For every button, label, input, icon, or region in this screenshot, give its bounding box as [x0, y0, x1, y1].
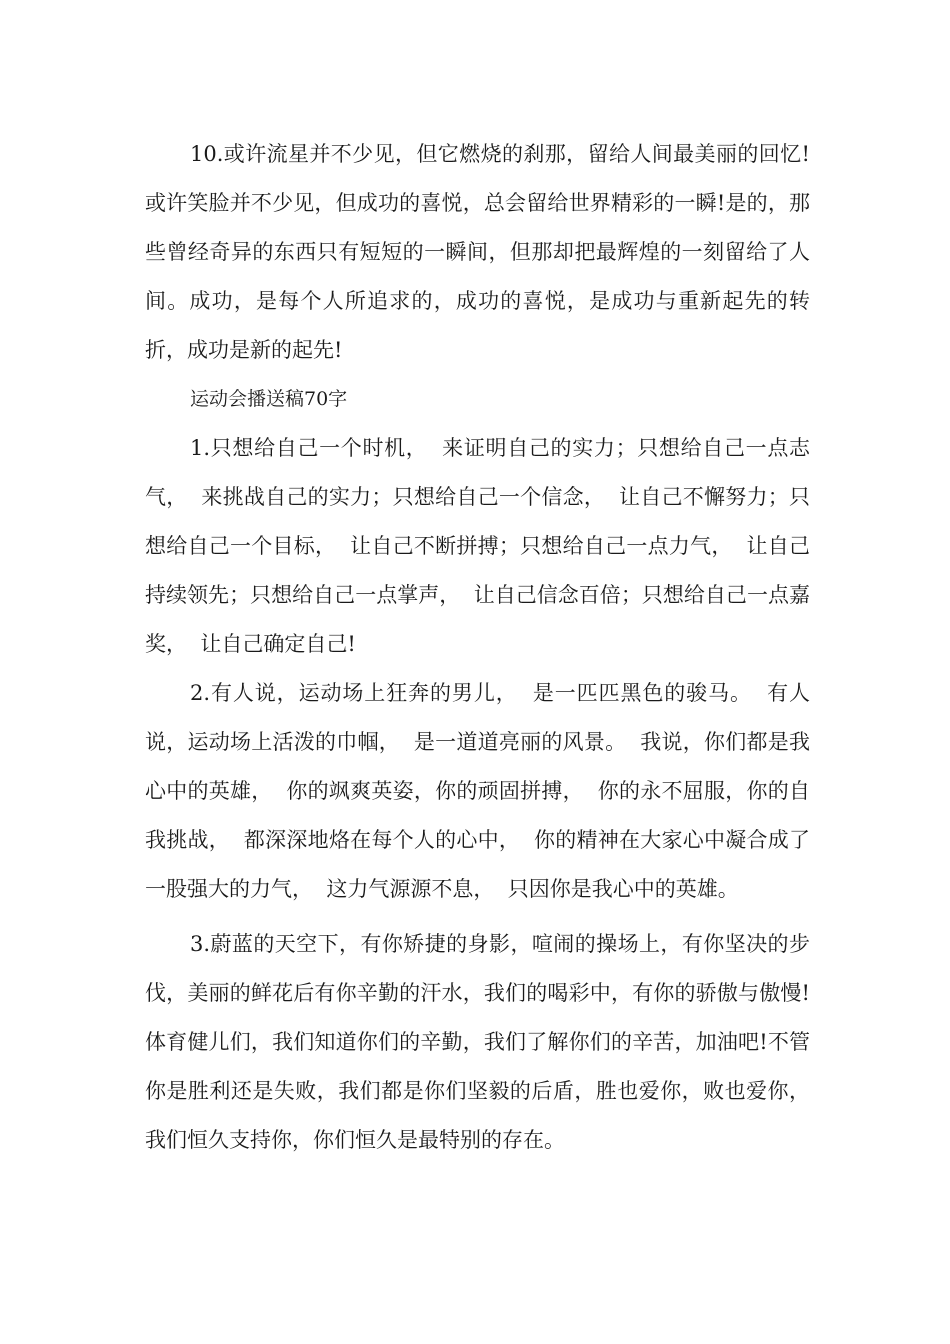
paragraph-2: 2.有人说，运动场上狂奔的男儿， 是一匹匹黑色的骏马。 有人说，运动场上活泼的巾帼， 是一道道亮丽的风景。 我说，你们都是我心中的英雄， 你的飒爽英姿，你的顽固拼搏， 你的永不屈服，你的自我挑战， 都深深地烙在每个人的心中， 你的精神在大家心中凝合成了一股强大的力气， 这力气源源不息， 只因你是我心中的英雄。: [145, 681, 810, 901]
paragraph-1: 1.只想给自己一个时机， 来证明自己的实力；只想给自己一点志气， 来挑战自己的实力；只想给自己一个信念， 让自己不懈努力；只想给自己一个目标， 让自己不断拼搏；只想给自己一点力气， 让自己持续领先；只想给自己一点掌声， 让自己信念百倍；只想给自己一点嘉奖， 让自己确定自己!: [145, 436, 810, 656]
document-body: [145, 130, 810, 1165]
paragraph-10: 10.或许流星并不少见，但它燃烧的刹那，留给人间最美丽的回忆!或许笑脸并不少见，但成功的喜悦，总会留给世界精彩的一瞬!是的，那些曾经奇异的东西只有短短的一瞬间，但那却把最辉煌的一刻留给了人间。成功，是每个人所追求的，成功的喜悦，是成功与重新起先的转折，成功是新的起先!: [145, 142, 810, 362]
section-heading: 运动会播送稿70字: [190, 388, 348, 410]
paragraph-3: 3.蔚蓝的天空下，有你矫捷的身影，喧闹的操场上，有你坚决的步伐，美丽的鲜花后有你辛勤的汗水，我们的喝彩中，有你的骄傲与傲慢!体育健儿们，我们知道你们的辛勤，我们了解你们的辛苦，加油吧!不管你是胜利还是失败，我们都是你们坚毅的后盾，胜也爱你，败也爱你，我们恒久支持你，你们恒久是最特别的存在。: [145, 932, 810, 1152]
